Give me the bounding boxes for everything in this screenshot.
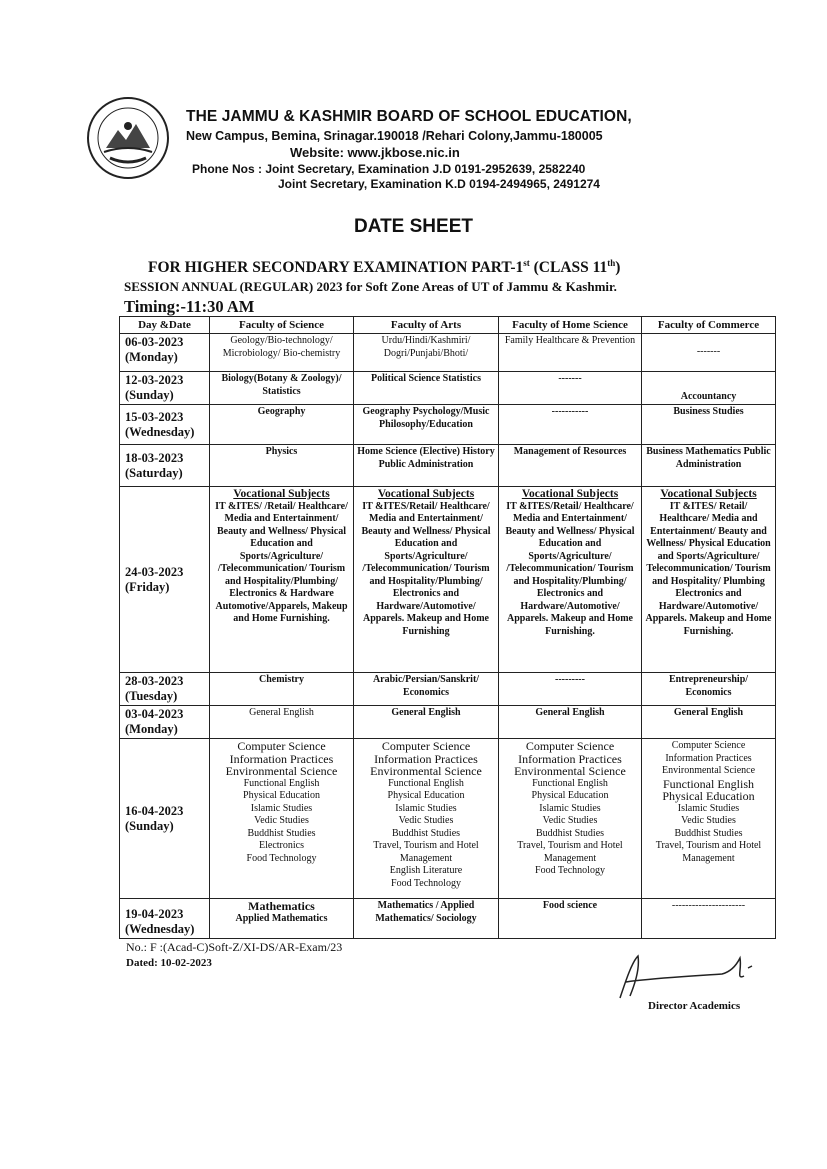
reference-number: No.: F :(Acad-C)Soft-Z/XI-DS/AR-Exam/23 [126,940,343,954]
vocational-subjects: IT &ITES/Retail/ Healthcare/ Media and Entertainment/ Beauty and Wellness/ Physical Education and Sports/Agriculture/ /Telecommunication/ Tourism and Hospitality/Plumbing/ Electronics and Hardware/Automotive/ Apparels. Makeup and Home Furnishing. [505,500,635,637]
subject-line: Environmental Science [514,764,626,778]
exam-subtitle [148,258,620,277]
row-date: 15-03-2023 [125,409,184,424]
arts-cell: General English [354,706,499,739]
commerce-cell: Accountancy [642,372,776,405]
table-row [120,334,776,372]
science-cell [210,739,354,899]
subject-line: Environmental Science [661,765,756,776]
home-science-cell: Management of Resources [499,445,642,487]
director-signature [612,950,762,1005]
subject-line: Electronics [259,840,304,851]
row-date: 16-04-2023 [125,803,184,818]
subject-line: Functional English [243,777,320,789]
row-date: 06-03-2023 [125,335,184,349]
table-row [120,372,776,405]
header-day-date: Day &Date [120,317,210,334]
row-date-cell [120,739,210,899]
subject-line: Vedic Studies [681,815,736,826]
science-cell: Geography [210,405,354,445]
subject-line: Information Practices [374,751,478,766]
vocational-heading: Vocational Subjects [521,488,619,500]
home-science-cell: ------- [499,372,642,405]
row-day: (Monday) [125,350,178,364]
subject-line: Information Practices [665,752,752,764]
home-science-cell: Family Healthcare & Prevention [499,334,642,372]
subject-line: Vedic Studies [254,815,309,826]
subject-line: Buddhist Studies [247,827,316,839]
row-date-cell [120,706,210,739]
row-day: (Monday) [125,722,178,736]
subject-line: Physical Education [662,789,755,803]
commerce-cell [642,739,776,899]
board-phone-kashmir: Joint Secretary, Examination K.D 0194-2494965, 2491274 [278,177,600,191]
commerce-cell: Business Mathematics Public Administration [642,445,776,487]
table-row [120,739,776,899]
row-date: 18-03-2023 [125,450,184,465]
board-website: Website: www.jkbose.nic.in [290,145,460,160]
row-date: 19-04-2023 [125,907,184,921]
row-date-cell [120,445,210,487]
science-cell: Physics [210,445,354,487]
science-cell [210,899,354,939]
subject-line: Vedic Studies [542,815,598,826]
header-commerce: Faculty of Commerce [642,317,776,334]
subject-line: Computer Science [525,739,615,753]
signatory-title: Director Academics [648,1000,741,1012]
table-row [120,445,776,487]
row-date: 03-04-2023 [125,707,184,721]
subject-line: Food Technology [391,877,461,889]
table-row [120,899,776,939]
row-date-cell [120,899,210,939]
date-sheet-table [119,316,776,939]
exam-subtitle-part: ) [615,259,621,277]
subject-line: Functional English [663,776,754,791]
subject-line: Islamic Studies [539,802,601,814]
exam-timing: Timing:-11:30 AM [124,297,255,316]
issue-date: Dated: 10-02-2023 [126,957,212,969]
commerce-cell: ---------------------- [642,899,776,939]
science-cell: Chemistry [210,673,354,706]
row-date-cell [120,334,210,372]
exam-subtitle-sup: st [523,258,530,268]
home-science-cell: General English [499,706,642,739]
science-cell: Biology(Botany & Zoology)/ Statistics [210,372,354,405]
commerce-cell: General English [642,706,776,739]
board-name: THE JAMMU & KASHMIR BOARD OF SCHOOL EDUCATION, [186,108,632,125]
subject-line: Applied Mathematics [235,912,328,924]
row-date-cell [120,673,210,706]
row-date: 24-03-2023 [125,564,184,579]
home-science-cell: Food science [499,899,642,939]
subject-line: Information Practices [229,751,334,766]
subject-line: Functional English [532,777,608,789]
arts-cell: Home Science (Elective) History Public Administration [354,445,499,487]
table-row [120,487,776,673]
subject-line: Environmental Science [225,764,338,778]
board-header [186,108,746,191]
vocational-heading: Vocational Subjects [660,488,757,500]
board-seal-logo [86,96,170,180]
commerce-cell: Entrepreneurship/ Economics [642,673,776,706]
arts-cell: Geography Psychology/Music Philosophy/Education [354,405,499,445]
exam-subtitle-sup: th [607,258,616,268]
row-date: 12-03-2023 [125,373,184,387]
arts-cell [354,739,499,899]
vocational-subjects: IT &ITES/ Retail/ Healthcare/ Media and Entertainment/ Beauty and Wellness/ Physical Education and Sports/Agriculture/ Telecommunication/ Tourism and Hospitality/ Plumbing Electronics and Hardware/Automotive/ Apparels. Makeup and Home Furnishing. [645,500,772,637]
row-day: (Wednesday) [125,922,195,936]
arts-cell [354,487,499,673]
exam-subtitle-part: (CLASS 11 [529,259,608,277]
subject-line: Mathematics [248,899,315,913]
commerce-cell: ------- [642,334,776,372]
header-arts: Faculty of Arts [354,317,499,334]
subject-line: Physical Education [243,790,320,801]
document-title: DATE SHEET [354,216,473,237]
subject-line: Computer Science [381,739,471,753]
science-cell [210,487,354,673]
table-row [120,673,776,706]
row-date-cell [120,487,210,673]
exam-subtitle-part: FOR HIGHER SECONDARY EXAMINATION PART-1 [148,259,524,277]
arts-cell: Political Science Statistics [354,372,499,405]
science-cell: General English [210,706,354,739]
subject-line: Information Practices [518,751,622,766]
row-date: 28-03-2023 [125,674,184,688]
table-row [120,706,776,739]
subject-line: Food Technology [535,865,605,876]
subject-line: Computer Science [671,740,746,751]
row-day: (Wednesday) [125,424,195,439]
row-day: (Friday) [125,579,170,594]
subject-line: Computer Science [237,739,326,753]
board-phone-jammu: Phone Nos : Joint Secretary, Examination J.D 0191-2952639, 2582240 [192,162,586,176]
subject-line: English Literature [389,865,463,876]
science-cell: Geology/Bio-technology/ Microbiology/ Bio-chemistry [210,334,354,372]
subject-line: Travel, Tourism and Hotel Management [517,840,623,864]
header-science: Faculty of Science [210,317,354,334]
subject-line: Buddhist Studies [391,827,461,839]
subject-line: Islamic Studies [395,802,457,814]
row-day: (Tuesday) [125,689,178,703]
row-date-cell [120,405,210,445]
arts-cell: Urdu/Hindi/Kashmiri/ Dogri/Punjabi/Bhoti/ [354,334,499,372]
subject-line: Food Technology [246,852,317,864]
table-header-row [120,317,776,334]
commerce-cell: Business Studies [642,405,776,445]
subject-line: Islamic Studies [677,802,740,814]
subject-line: Islamic Studies [250,802,313,814]
vocational-subjects: IT &ITES/ /Retail/ Healthcare/ Media and Entertainment/ Beauty and Wellness/ Physical Education and Sports/Agriculture/ /Telecommunication/ Tourism and Hospitality/Plumbing/ Electronics & Hardware Automotive/Apparels, Makeup and Home Furnishing. [215,500,348,624]
row-day: (Sunday) [125,818,174,833]
subject-line: Functional English [388,777,464,789]
home-science-cell: --------- [499,673,642,706]
row-date-cell [120,372,210,405]
subject-line: Buddhist Studies [674,827,743,839]
subject-line: Environmental Science [370,764,482,778]
arts-cell: Mathematics / Applied Mathematics/ Sociology [354,899,499,939]
arts-cell: Arabic/Persian/Sanskrit/ Economics [354,673,499,706]
row-day: (Saturday) [125,465,183,480]
row-day: (Sunday) [125,388,174,402]
subject-line: Buddhist Studies [535,827,605,839]
subject-line: Vedic Studies [398,815,454,826]
subject-line: Travel, Tourism and Hotel Management [655,840,762,864]
home-science-cell: ----------- [499,405,642,445]
vocational-heading: Vocational Subjects [233,488,330,500]
subject-line: Physical Education [387,790,465,801]
subject-line: Travel, Tourism and Hotel Management [373,840,479,864]
header-home-science: Faculty of Home Science [499,317,642,334]
board-address: New Campus, Bemina, Srinagar.190018 /Rehari Colony,Jammu-180005 [186,129,603,143]
home-science-cell [499,487,642,673]
table-row [120,405,776,445]
vocational-heading: Vocational Subjects [377,488,475,500]
subject-line: Physical Education [531,790,609,801]
vocational-subjects: IT &ITES/Retail/ Healthcare/ Media and Entertainment/ Beauty and Wellness/ Physical Education and Sports/Agriculture/ /Telecommunication/ Tourism and Hospitality/Plumbing/ Electronics and Hardware/Automotive/ Apparels. Makeup and Home Furnishing [361,500,491,637]
commerce-cell [642,487,776,673]
home-science-cell [499,739,642,899]
session-line: SESSION ANNUAL (REGULAR) 2023 for Soft Zone Areas of UT of Jammu & Kashmir. [124,279,617,294]
